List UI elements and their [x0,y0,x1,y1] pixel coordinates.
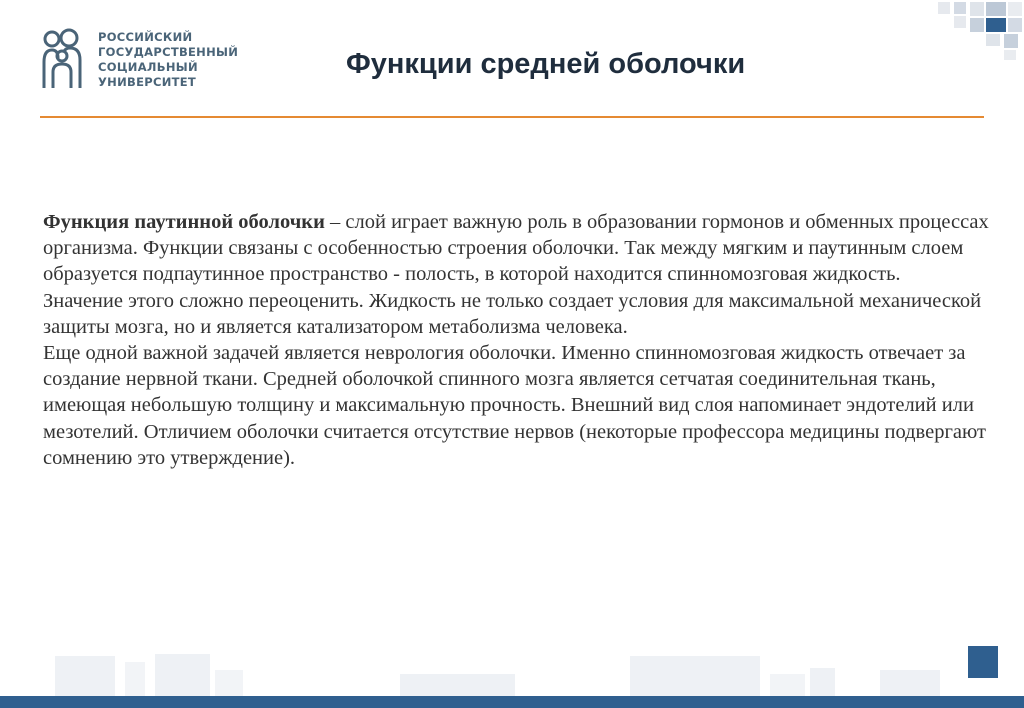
bottom-bar [0,696,1024,708]
university-logo [40,28,240,92]
lead-term: Функция паутинной оболочки [43,211,325,233]
top-right-decoration [900,0,1024,64]
paragraph-neurology: Еще одной важной задачей является неврология оболочки. Именно спинномозговая жидкость отвечает за создание нервной ткани. Средней оболочкой спинного мозга является сетчатая соединительная ткань, имеющая небольшую толщину и максимальную прочность. Внешний вид слоя напоминает эндотелий или мезотелий. Отличием оболочки считается отсутствие нервов (некоторые профессора медицины подвергают сомнению это утверждение). [43,342,986,469]
people-logo-icon [40,28,86,90]
slide-title: Функции средней оболочки [346,48,746,80]
content-text [43,209,993,471]
paragraph-arachnoid-function [43,209,993,288]
logo-wordmark [98,30,238,90]
lead-text: – слой играет важную роль в образовании гормонов и обменных процессах организма. Функции связаны с особенностью строения оболочки. Так между мягким и паутинным слоем образуется подпаутинное пространство - полость, в которой находится спинномозговая жидкость. [43,211,989,286]
title-divider [40,116,984,118]
logo-line: СОЦИАЛЬНЫЙ [98,60,198,74]
paragraph-significance: Значение этого сложно переоценить. Жидкость не только создает условия для максимальной механической защиты мозга, но и является катализатором метаболизма человека. [43,289,982,338]
logo-line: УНИВЕРСИТЕТ [98,75,197,89]
bottom-decoration [0,640,1024,696]
logo-line: ГОСУДАРСТВЕННЫЙ [98,45,239,59]
logo-line: РОССИЙСКИЙ [98,30,193,44]
